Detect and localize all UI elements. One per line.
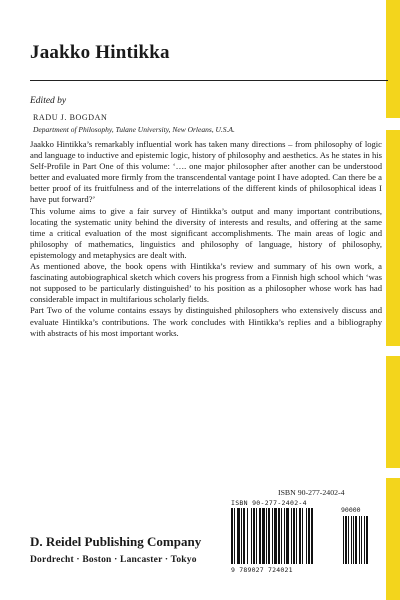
barcode-bar bbox=[234, 508, 235, 564]
barcode-isbn-text: ISBN 90-277-2402-4 bbox=[231, 499, 307, 507]
barcode-bar bbox=[306, 508, 307, 564]
barcode-bar bbox=[259, 508, 261, 564]
barcode-addon-bar bbox=[364, 516, 365, 564]
publisher-name: D. Reidel Publishing Company bbox=[30, 534, 202, 549]
barcode-bar bbox=[253, 508, 255, 564]
barcode-bar bbox=[281, 508, 282, 564]
strip-notch bbox=[386, 118, 400, 130]
publisher-cities: Dordrecht · Boston · Lancaster · Tokyo bbox=[30, 555, 197, 565]
yellow-side-strip bbox=[386, 0, 400, 600]
barcode-addon-bar bbox=[348, 516, 349, 564]
barcode-bar bbox=[256, 508, 257, 564]
barcode-bar bbox=[237, 508, 240, 564]
barcode-addon-bar bbox=[355, 516, 357, 564]
title-divider bbox=[30, 80, 388, 81]
blurb-paragraph: Part Two of the volume contains essays by distinguished philosophers who extensively discuss and evaluate Hintikka’s contributions. The work concludes with Hintikka’s replies and a bibliography with abstracts of his most important works. bbox=[30, 305, 382, 338]
edited-by-label: Edited by bbox=[30, 96, 67, 106]
isbn-text: ISBN 90-277-2402-4 bbox=[278, 488, 345, 497]
barcode-bar bbox=[311, 508, 313, 564]
barcode-number-text: 9 789027 724021 bbox=[231, 566, 293, 574]
barcode-bar bbox=[266, 508, 267, 564]
barcode-bar bbox=[286, 508, 289, 564]
blurb bbox=[30, 139, 382, 339]
book-title: Jaakko Hintikka bbox=[30, 42, 170, 63]
barcode-addon-bar bbox=[343, 516, 344, 564]
blurb-paragraph: This volume aims to give a fair survey of Hintikka’s output and many important contributions, locating the systematic unity behind the diversity of interests and results, and offering at the same time a critical evaluation of the most significant accomplishments. The main areas of logic and philosophy of mathematics, linguistics and philosophy of language, history of philosophy, epistemology and metaphysics are dealt with. bbox=[30, 205, 382, 260]
editor-affiliation: Department of Philosophy, Tulane University, New Orleans, U.S.A. bbox=[33, 125, 235, 134]
barcode-bar bbox=[241, 508, 242, 564]
barcode-addon-bar bbox=[361, 516, 362, 564]
barcode-bar bbox=[296, 508, 297, 564]
barcode-bar bbox=[274, 508, 277, 564]
barcode-addon-text: 90000 bbox=[341, 506, 361, 514]
blurb-paragraph: As mentioned above, the book opens with Hintikka’s review and summary of his own work, a fascinating autobiographical sketch which covers his progress from a Finnish high school which ‘was not supposed to be particularly distinguished’ to his position as a philosopher whose work has had considerable impact in multifarious scholarly fields. bbox=[30, 261, 382, 305]
barcode-bar bbox=[247, 508, 248, 564]
barcode-bar bbox=[251, 508, 252, 564]
barcode-bar bbox=[291, 508, 292, 564]
barcode-bar bbox=[308, 508, 310, 564]
strip-notch bbox=[386, 468, 400, 478]
barcode-bar bbox=[299, 508, 301, 564]
barcode-bar bbox=[231, 508, 233, 564]
barcode bbox=[229, 499, 379, 577]
barcode-bar bbox=[268, 508, 270, 564]
barcode-addon-bar bbox=[353, 516, 354, 564]
barcode-bars bbox=[231, 508, 377, 564]
editor-name: RADU J. BOGDAN bbox=[33, 113, 108, 122]
barcode-bar bbox=[272, 508, 273, 564]
strip-notch bbox=[386, 346, 400, 356]
barcode-addon-bar bbox=[351, 516, 352, 564]
barcode-bar bbox=[262, 508, 265, 564]
barcode-addon-bar bbox=[366, 516, 368, 564]
barcode-bar bbox=[278, 508, 280, 564]
barcode-bar bbox=[293, 508, 295, 564]
barcode-bar bbox=[284, 508, 285, 564]
barcode-bar bbox=[243, 508, 245, 564]
barcode-addon-bar bbox=[359, 516, 360, 564]
blurb-paragraph: Jaakko Hintikka’s remarkably influential work has taken many directions – from philosophy of logic and language to inductive and epistemic logic, history of philosophy and aesthetics. As he states in his Self-Profile in Part One of this volume: ‘…. one major philosopher after another can be understood better and evaluated more firmly from the transcendental vantage point I have adopted. Can there be a better proof of its fruitfulness and of the interrelations of the different kinds of philosophical ideas I have put forward?’ bbox=[30, 139, 382, 205]
barcode-bar bbox=[302, 508, 303, 564]
barcode-addon-bar bbox=[345, 516, 347, 564]
